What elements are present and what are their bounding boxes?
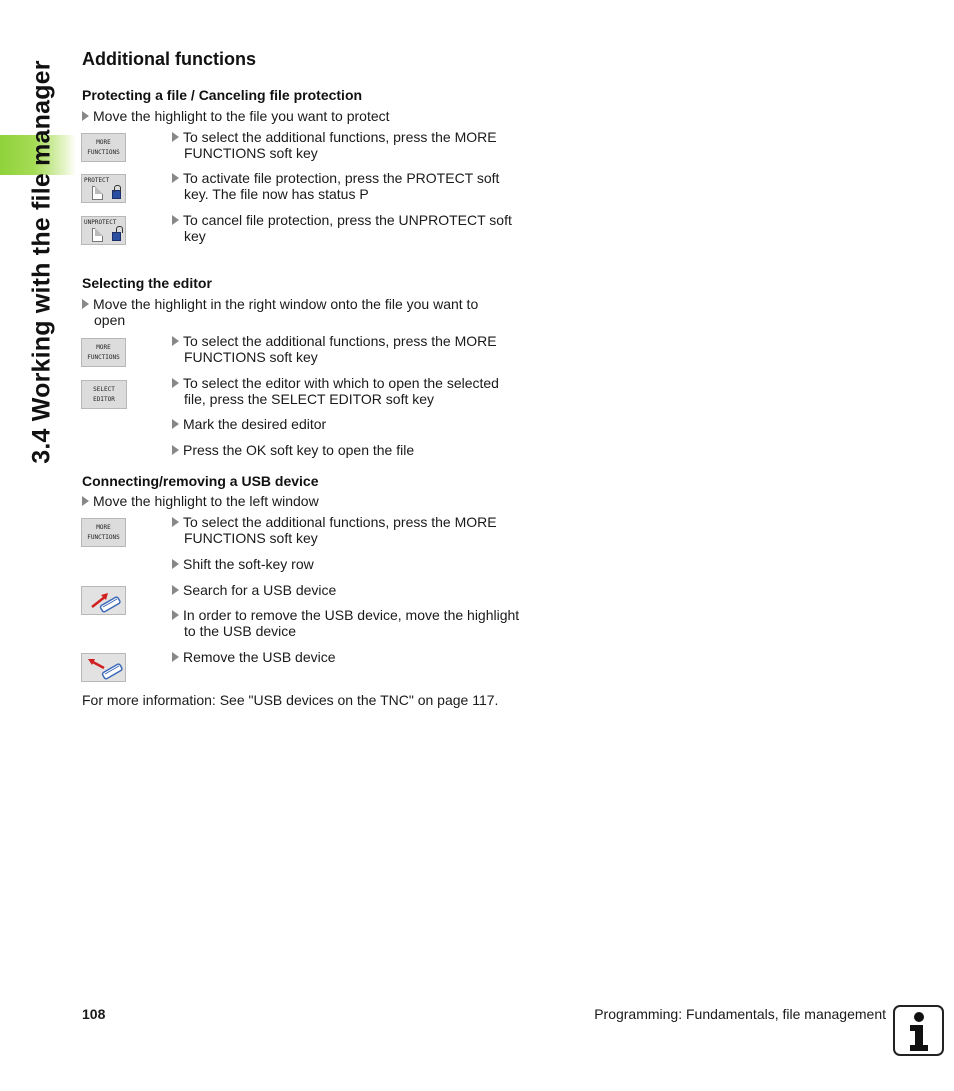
- page-number: 108: [82, 1006, 106, 1022]
- bullet-arrow-icon: [172, 517, 179, 527]
- protect-softkey[interactable]: PROTECT: [81, 174, 126, 203]
- more-functions-softkey[interactable]: MORE FUNCTIONS: [81, 518, 126, 547]
- usb-step-3: Search for a USB device: [172, 582, 336, 598]
- usb-step-4: In order to remove the USB device, move the highlight to the USB device: [172, 607, 519, 639]
- protect-step-0: Move the highlight to the file you want to protect: [82, 108, 390, 124]
- usb-step-5: Remove the USB device: [172, 649, 336, 665]
- bullet-arrow-icon: [172, 652, 179, 662]
- editor-step-0: Move the highlight in the right window onto the file you want to open: [82, 296, 478, 328]
- bullet-arrow-icon: [172, 173, 179, 183]
- bullet-arrow-icon: [172, 132, 179, 142]
- bullet-arrow-icon: [172, 419, 179, 429]
- chapter-side-title: [22, 52, 62, 472]
- bullet-arrow-icon: [172, 445, 179, 455]
- select-editor-softkey[interactable]: SELECT EDITOR: [81, 380, 127, 409]
- usb-step-0: Move the highlight to the left window: [82, 493, 319, 509]
- usb-remove-icon: [82, 654, 127, 683]
- editor-step-1: To select the additional functions, press the MORE FUNCTIONS soft key: [172, 333, 497, 365]
- bullet-arrow-icon: [172, 559, 179, 569]
- editor-heading: Selecting the editor: [82, 275, 212, 291]
- file-icon: [92, 186, 103, 200]
- usb-step-1: To select the additional functions, press the MORE FUNCTIONS soft key: [172, 514, 497, 546]
- chapter-side-title-text: 3.4 Working with the file manager: [27, 60, 56, 464]
- unlock-icon: [112, 232, 121, 241]
- bullet-arrow-icon: [172, 585, 179, 595]
- chapter-footer: Programming: Fundamentals, file management: [594, 1006, 886, 1022]
- bullet-arrow-icon: [82, 111, 89, 121]
- usb-step-2: Shift the soft-key row: [172, 556, 314, 572]
- protect-step-2: To activate file protection, press the PROTECT soft key. The file now has status P: [172, 170, 499, 202]
- protect-step-1: To select the additional functions, press the MORE FUNCTIONS soft key: [172, 129, 497, 161]
- info-icon: [893, 1005, 944, 1056]
- section-title: Additional functions: [82, 49, 256, 69]
- more-info-text: For more information: See "USB devices on the TNC" on page 117.: [82, 692, 499, 708]
- more-functions-softkey[interactable]: MORE FUNCTIONS: [81, 338, 126, 367]
- protect-heading: Protecting a file / Canceling file protection: [82, 87, 363, 103]
- protect-step-3: To cancel file protection, press the UNPROTECT soft key: [172, 212, 512, 244]
- bullet-arrow-icon: [172, 610, 179, 620]
- editor-step-3: Mark the desired editor: [172, 416, 326, 432]
- unprotect-softkey[interactable]: UNPROTECT: [81, 216, 126, 245]
- bullet-arrow-icon: [172, 215, 179, 225]
- bullet-arrow-icon: [172, 378, 179, 388]
- remove-usb-softkey[interactable]: [81, 653, 126, 682]
- search-usb-softkey[interactable]: [81, 586, 126, 615]
- usb-heading: Connecting/removing a USB device: [82, 473, 319, 489]
- bullet-arrow-icon: [82, 496, 89, 506]
- file-icon: [92, 228, 103, 242]
- more-functions-softkey[interactable]: MORE FUNCTIONS: [81, 133, 126, 162]
- bullet-arrow-icon: [172, 336, 179, 346]
- lock-icon: [112, 190, 121, 199]
- bullet-arrow-icon: [82, 299, 89, 309]
- editor-step-2: To select the editor with which to open the selected file, press the SELECT EDITOR soft key: [172, 375, 499, 407]
- usb-connect-icon: [82, 587, 127, 616]
- editor-step-4: Press the OK soft key to open the file: [172, 442, 414, 458]
